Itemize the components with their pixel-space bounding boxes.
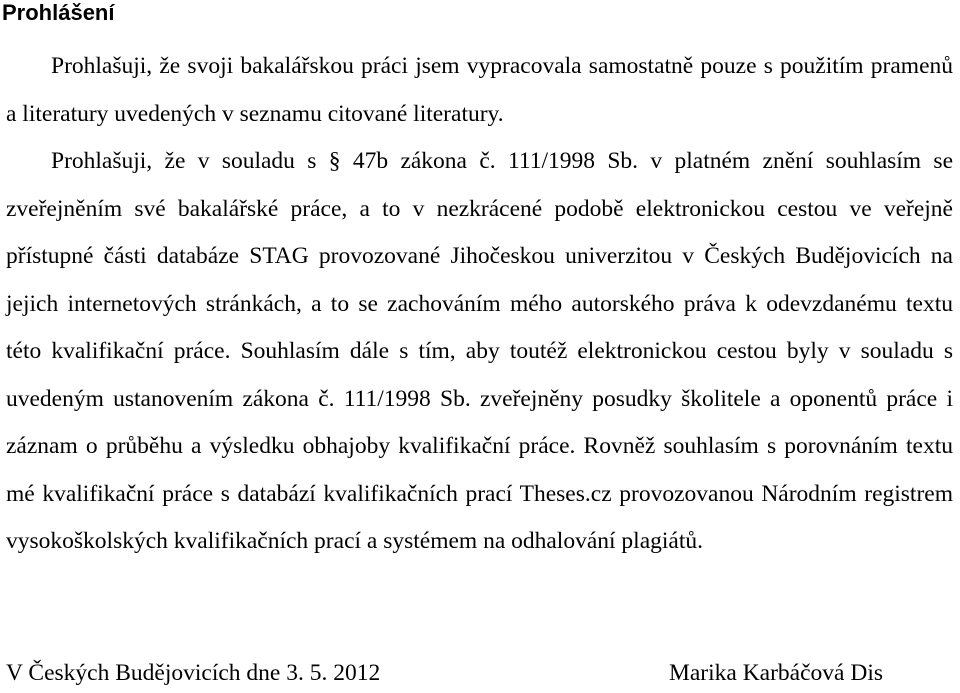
declaration-paragraph-publication-consent: [6, 138, 953, 566]
page-title: Prohlášení: [2, 0, 115, 25]
paragraph-text: Prohlašuji, že svoji bakalářskou práci jsem vypracovala samostatně pouze s použitím pramenů a literatury uvedených v seznamu citované literatury.: [6, 53, 953, 127]
author-name: Marika Karbáčová Dis: [668, 660, 883, 686]
declaration-paragraph-authorship: [6, 43, 953, 138]
paragraph-text: Prohlašuji, že v souladu s § 47b zákona č. 111/1998 Sb. v platném znění souhlasím se zveřejněním své bakalářské práce, a to v nezkrácené podobě elektronickou cestou ve veřejně přístupné části databáze STAG provozované Jihočeskou univerzitou v Českých Budějovicích na jejich internetových stránkách, a to se zachováním mého autorského práva k odevzdanému textu této kvalifikační práce. Souhlasím dále s tím, aby toutéž elektronickou cestou byly v souladu s uvedeným ustanovením zákona č. 111/1998 Sb. zveřejněny posudky školitele a oponentů práce i záznam o průběhu a výsledku obhajoby kvalifikační práce. Rovněž souhlasím s porovnáním textu mé kvalifikační práce s databází kvalifikačních prací Theses.cz provozovanou Národním registrem vysokoškolských kvalifikačních prací a systémem na odhalování plagiátů.: [6, 148, 953, 554]
signature-line: [6, 658, 953, 688]
place-and-date: V Českých Budějovicích dne 3. 5. 2012: [6, 660, 381, 686]
